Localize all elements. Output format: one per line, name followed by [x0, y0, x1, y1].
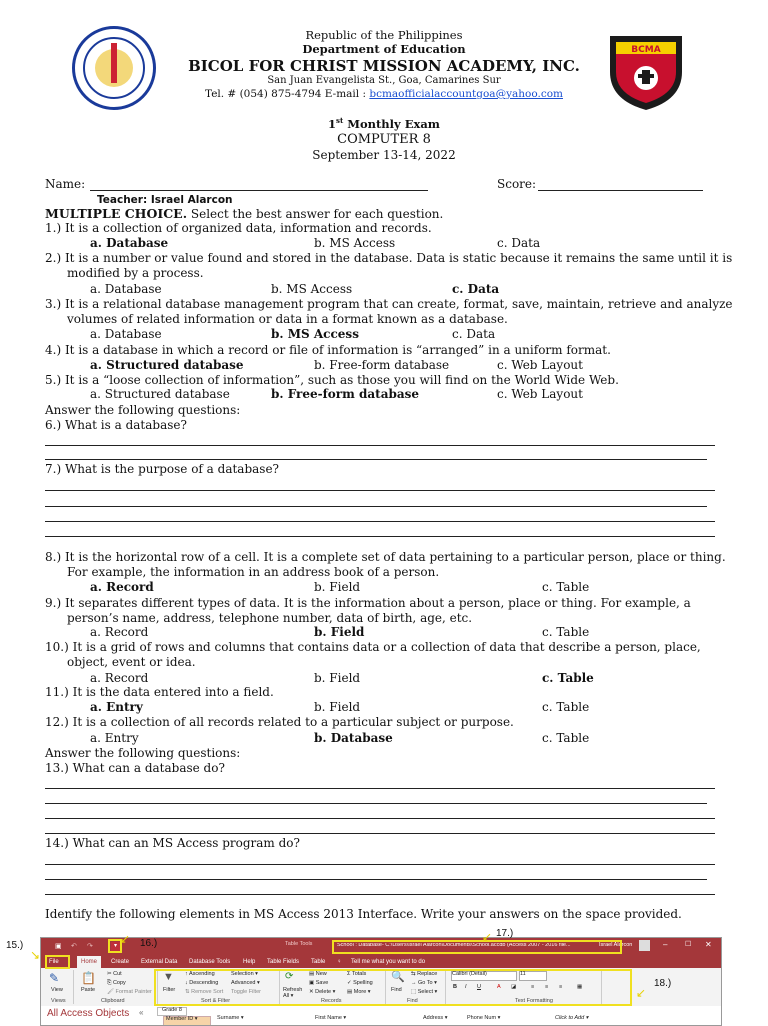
- find-button[interactable]: Find: [391, 987, 402, 993]
- q4-choice-b: b. Free-form database: [314, 358, 450, 372]
- q4-choice-a: a. Structured database: [90, 358, 244, 372]
- access-interface-screenshot: [40, 937, 722, 1026]
- view-button[interactable]: View: [51, 987, 63, 993]
- q13-answer-line[interactable]: [45, 833, 715, 834]
- navigation-pane: [41, 1006, 154, 1025]
- q8-text-2: For example, the information in an address book of a person.: [67, 565, 440, 579]
- filter-icon[interactable]: ▼: [163, 971, 174, 983]
- q3-choice-b: b. MS Access: [271, 327, 359, 341]
- q7-text: 7.) What is the purpose of a database?: [45, 462, 279, 476]
- exam-ordinal: 1: [328, 116, 337, 131]
- align-right-icon[interactable]: ≡: [559, 984, 563, 990]
- q14-answer-line[interactable]: [45, 879, 707, 880]
- q8-choice-c: c. Table: [542, 580, 590, 594]
- shield-text: BCMA: [631, 45, 661, 55]
- redo-icon[interactable]: ↷: [87, 943, 93, 950]
- exam-title: [0, 116, 768, 131]
- group-clipboard: Clipboard: [101, 998, 125, 1004]
- copy-label: Copy: [112, 980, 126, 986]
- column-header[interactable]: First Name ▾: [315, 1015, 347, 1021]
- q2-text-2: modified by a process.: [67, 266, 204, 280]
- tab-external-data[interactable]: External Data: [141, 959, 178, 965]
- tab-home[interactable]: Home: [77, 956, 101, 968]
- q1-choice-c: c. Data: [497, 236, 541, 250]
- email-link[interactable]: bcmaofficialaccountgoa@yahoo.com: [369, 88, 563, 100]
- column-header[interactable]: Member ID ▾: [163, 1016, 211, 1026]
- format-painter-label: Format Painter: [115, 989, 152, 995]
- q14-answer-line[interactable]: [45, 864, 715, 865]
- table-tools-label: Table Tools: [285, 941, 313, 947]
- q3-text-2: volumes of related information or data in a format known as a database.: [67, 312, 508, 326]
- q4-choice-c: c. Web Layout: [497, 358, 583, 372]
- q9-text-1: 9.) It separates different types of data. It is the information about a person, place or thing. For example, a: [45, 596, 691, 610]
- close-icon[interactable]: ✕: [705, 940, 712, 949]
- q3-choice-a: a. Database: [90, 327, 162, 341]
- minimize-icon[interactable]: –: [663, 940, 668, 949]
- new-label: New: [315, 971, 327, 977]
- q1-choice-b: b. MS Access: [314, 236, 396, 250]
- paste-button[interactable]: Paste: [81, 987, 96, 993]
- italic-icon[interactable]: I: [465, 984, 467, 990]
- q6-text: 6.) What is a database?: [45, 418, 187, 432]
- q10-choice-a: a. Record: [90, 671, 149, 685]
- q9-choice-b: b. Field: [314, 625, 365, 639]
- mc-heading: MULTIPLE CHOICE.: [45, 206, 188, 221]
- ascending-button[interactable]: ↑ Ascending: [185, 971, 215, 977]
- q9-text-2: person’s name, address, telephone number, data of birth, age, etc.: [67, 611, 473, 625]
- q5-choice-b: b. Free-form database: [271, 387, 420, 401]
- q5-text: 5.) It is a “loose collection of information”, such as those you will find on the World Wide Web.: [45, 373, 619, 387]
- q12-choice-c: c. Table: [542, 731, 590, 745]
- q12-text: 12.) It is a collection of all records related to a particular subject or purpose.: [45, 715, 514, 729]
- toggle-filter-button[interactable]: Toggle Filter: [231, 989, 261, 995]
- spelling-label: Spelling: [353, 980, 373, 986]
- tab-table-fields[interactable]: Table Fields: [267, 959, 300, 965]
- save-icon[interactable]: ▣: [55, 943, 62, 950]
- delete-record-button[interactable]: ✕ Delete ▾: [309, 989, 336, 995]
- descending-label: Descending: [189, 980, 219, 986]
- select-label: Select ▾: [417, 989, 438, 995]
- ribbon-tab-bar: [41, 956, 721, 968]
- highlight-icon[interactable]: ◪: [511, 984, 517, 990]
- more-button[interactable]: ▤ More ▾: [347, 989, 371, 995]
- group-records: Records: [321, 998, 342, 1004]
- new-record-button[interactable]: ▤ New: [309, 971, 327, 977]
- q2-choice-b: b. MS Access: [271, 282, 353, 296]
- select-button[interactable]: ⬚ Select ▾: [411, 989, 438, 995]
- refresh-icon[interactable]: ⟳: [285, 971, 294, 982]
- q13-answer-line[interactable]: [45, 803, 707, 804]
- align-left-icon[interactable]: ≡: [531, 984, 535, 990]
- selection-button[interactable]: Selection ▾: [231, 971, 258, 977]
- school-name: BICOL FOR CHRIST MISSION ACADEMY, INC.: [188, 57, 580, 75]
- q14-answer-line[interactable]: [45, 894, 715, 895]
- school-address: San Juan Evangelista St., Goa, Camarines Sur: [267, 75, 501, 86]
- column-header[interactable]: Click to Add ▾: [555, 1015, 589, 1021]
- arrow-17-icon: ↙: [482, 930, 493, 944]
- goto-label: Go To ▾: [418, 980, 437, 986]
- arrow-18-icon: ↙: [636, 986, 647, 1000]
- q9-choice-a: a. Record: [90, 625, 149, 639]
- name-label: Name:: [45, 177, 86, 191]
- label-15: 15.): [6, 940, 24, 951]
- column-header[interactable]: Surname ▾: [217, 1015, 244, 1021]
- group-sort-filter: Sort & Filter: [201, 998, 231, 1004]
- group-views: Views: [51, 998, 66, 1004]
- format-painter-button[interactable]: 🖌 Format Painter: [107, 989, 152, 995]
- maximize-icon[interactable]: ☐: [685, 941, 692, 948]
- q3-choice-c: c. Data: [452, 327, 496, 341]
- tab-file[interactable]: File: [49, 959, 59, 965]
- arrow-15-icon: ↘: [30, 948, 41, 962]
- exam-ordinal-sup: st: [336, 116, 344, 125]
- q2-choice-c: c. Data: [452, 282, 500, 296]
- q4-text: 4.) It is a database in which a record or file of information is “arranged” in a uniform format.: [45, 343, 611, 357]
- q13-answer-line[interactable]: [45, 818, 715, 819]
- bold-icon[interactable]: B: [453, 984, 457, 990]
- highlight-title-bar: [332, 940, 622, 954]
- replace-button[interactable]: ⇆ Replace: [411, 971, 438, 977]
- q8-text-1: 8.) It is the horizontal row of a cell. It is a complete set of data pertaining to a particular person, place or thing.: [45, 550, 726, 564]
- q2-text-1: 2.) It is a number or value found and stored in the database. Data is static because it remains the same until it is: [45, 251, 733, 265]
- q1-text: 1.) It is a collection of organized data, information and records.: [45, 221, 432, 235]
- label-18: 18.): [654, 978, 672, 989]
- align-center-icon[interactable]: ≡: [545, 984, 549, 990]
- score-label: Score:: [497, 177, 537, 191]
- q11-choice-a: a. Entry: [90, 700, 143, 714]
- q2-choice-a: a. Database: [90, 282, 162, 296]
- q7-answer-line[interactable]: [45, 506, 707, 507]
- ascending-label: Ascending: [188, 971, 215, 977]
- totals-button[interactable]: Σ Totals: [347, 971, 367, 977]
- tab-table[interactable]: Table: [311, 959, 326, 965]
- score-blank[interactable]: [538, 190, 703, 191]
- remove-sort-label: Remove Sort: [191, 989, 224, 995]
- label-16: 16.): [140, 938, 158, 949]
- contact-line: [0, 88, 768, 100]
- q7-answer-line[interactable]: [45, 536, 715, 537]
- save-label: Save: [315, 980, 329, 986]
- group-find: Find: [407, 998, 418, 1004]
- q13-text: 13.) What can a database do?: [45, 761, 225, 775]
- underline-icon[interactable]: U: [477, 984, 481, 990]
- view-icon[interactable]: ✎: [49, 971, 60, 985]
- goto-button[interactable]: → Go To ▾: [411, 980, 437, 986]
- tel-text: Tel. # (054) 875-4794 E-mail :: [205, 88, 370, 100]
- group-text-formatting: Text Formatting: [515, 998, 553, 1004]
- q11-text: 11.) It is the data entered into a field.: [45, 685, 274, 699]
- arrow-16-icon: ↙: [120, 932, 131, 946]
- refresh-all-button[interactable]: Refresh All ▾: [283, 987, 303, 999]
- replace-label: Replace: [417, 971, 438, 977]
- exam-subject: COMPUTER 8: [337, 132, 431, 147]
- q10-text-2: object, event or idea.: [67, 655, 196, 669]
- q6-answer-line[interactable]: [45, 445, 715, 446]
- exam-date: September 13-14, 2022: [312, 148, 456, 162]
- highlight-file-tab: [45, 955, 70, 969]
- answer-heading-1: Answer the following questions:: [45, 403, 241, 417]
- nav-collapse-icon[interactable]: «: [139, 1008, 144, 1017]
- customize-qat-icon[interactable]: ▾: [111, 942, 120, 951]
- q5-choice-c: c. Web Layout: [497, 387, 583, 401]
- nav-pane-title[interactable]: All Access Objects: [47, 1008, 130, 1019]
- delete-label: Delete ▾: [315, 989, 336, 995]
- q12-choice-b: b. Database: [314, 731, 393, 745]
- access-window-title: School : Database- C:\Users\Israel Alarcon\Documents\School.accdb (Access 2007 - 2016 file...: [337, 943, 571, 948]
- lightbulb-icon: ♀: [337, 959, 342, 965]
- q7-answer-line[interactable]: [45, 490, 715, 491]
- gridlines-icon[interactable]: ▦: [577, 984, 583, 990]
- identify-instruction: Identify the following elements in MS Access 2013 Interface. Write your answers on the space provided.: [45, 907, 682, 921]
- column-header[interactable]: Address ▾: [423, 1015, 448, 1021]
- q10-choice-c: c. Table: [542, 671, 594, 685]
- q8-choice-a: a. Record: [90, 580, 154, 594]
- q8-choice-b: b. Field: [314, 580, 361, 594]
- q11-choice-b: b. Field: [314, 700, 361, 714]
- totals-label: Totals: [351, 971, 367, 977]
- find-icon[interactable]: 🔍: [391, 971, 405, 983]
- tab-database-tools[interactable]: Database Tools: [189, 959, 231, 965]
- advanced-button[interactable]: Advanced ▾: [231, 980, 260, 986]
- q10-choice-b: b. Field: [314, 671, 361, 685]
- cut-button[interactable]: ✂ Cut: [107, 971, 122, 977]
- q10-text-1: 10.) It is a grid of rows and columns that contains data or a collection of data that describe a person, place,: [45, 640, 701, 654]
- q1-choice-a: a. Database: [90, 236, 169, 250]
- answer-heading-2: Answer the following questions:: [45, 746, 241, 760]
- font-select[interactable]: Calibri (Detail): [451, 971, 517, 981]
- tab-create[interactable]: Create: [111, 959, 130, 965]
- exam-title-rest: Monthly Exam: [343, 116, 440, 131]
- descending-button[interactable]: ↓ Descending: [185, 980, 219, 986]
- undo-icon[interactable]: ↶: [71, 943, 77, 950]
- q7-answer-line[interactable]: [45, 521, 715, 522]
- datasheet: [153, 1006, 721, 1025]
- q6-answer-line[interactable]: [45, 459, 707, 460]
- mc-instruction: Select the best answer for each question.: [187, 207, 444, 221]
- more-label: More ▾: [353, 989, 371, 995]
- q12-choice-a: a. Entry: [90, 731, 139, 745]
- font-size-select[interactable]: 11: [519, 971, 547, 981]
- tell-me-search[interactable]: Tell me what you want to do: [351, 959, 426, 965]
- paste-icon[interactable]: 📋: [81, 971, 96, 985]
- highlight-ribbon: [154, 969, 632, 1006]
- q9-choice-c: c. Table: [542, 625, 590, 639]
- republic-line: Republic of the Philippines: [305, 28, 463, 42]
- column-header[interactable]: Phone Num ▾: [467, 1015, 501, 1021]
- save-record-button[interactable]: ▣ Save: [309, 980, 329, 986]
- q14-text: 14.) What can an MS Access program do?: [45, 836, 300, 850]
- avatar[interactable]: [639, 940, 650, 951]
- user-name: Israel Alarcon: [599, 942, 633, 948]
- font-color-icon[interactable]: A: [497, 984, 501, 990]
- q5-choice-a: a. Structured database: [90, 387, 230, 401]
- department-line: Department of Education: [302, 42, 466, 56]
- teacher-line: Teacher: Israel Alarcon: [97, 194, 233, 206]
- cut-label: Cut: [113, 971, 122, 977]
- spelling-button[interactable]: ✓ Spelling: [347, 980, 373, 986]
- name-blank[interactable]: [90, 190, 428, 191]
- filter-button[interactable]: Filter: [163, 987, 176, 993]
- q3-text-1: 3.) It is a relational database management program that can create, format, save, maintain, retrieve and analyze: [45, 297, 733, 311]
- copy-button[interactable]: ⎘ Copy: [107, 980, 126, 986]
- label-17: 17.): [496, 928, 514, 939]
- mc-instructions: [45, 208, 443, 221]
- tab-help[interactable]: Help: [243, 959, 256, 965]
- q13-answer-line[interactable]: [45, 788, 715, 789]
- document-tab[interactable]: Grade 8: [157, 1007, 187, 1016]
- remove-sort-button[interactable]: ⇅ Remove Sort: [185, 989, 224, 995]
- q11-choice-c: c. Table: [542, 700, 590, 714]
